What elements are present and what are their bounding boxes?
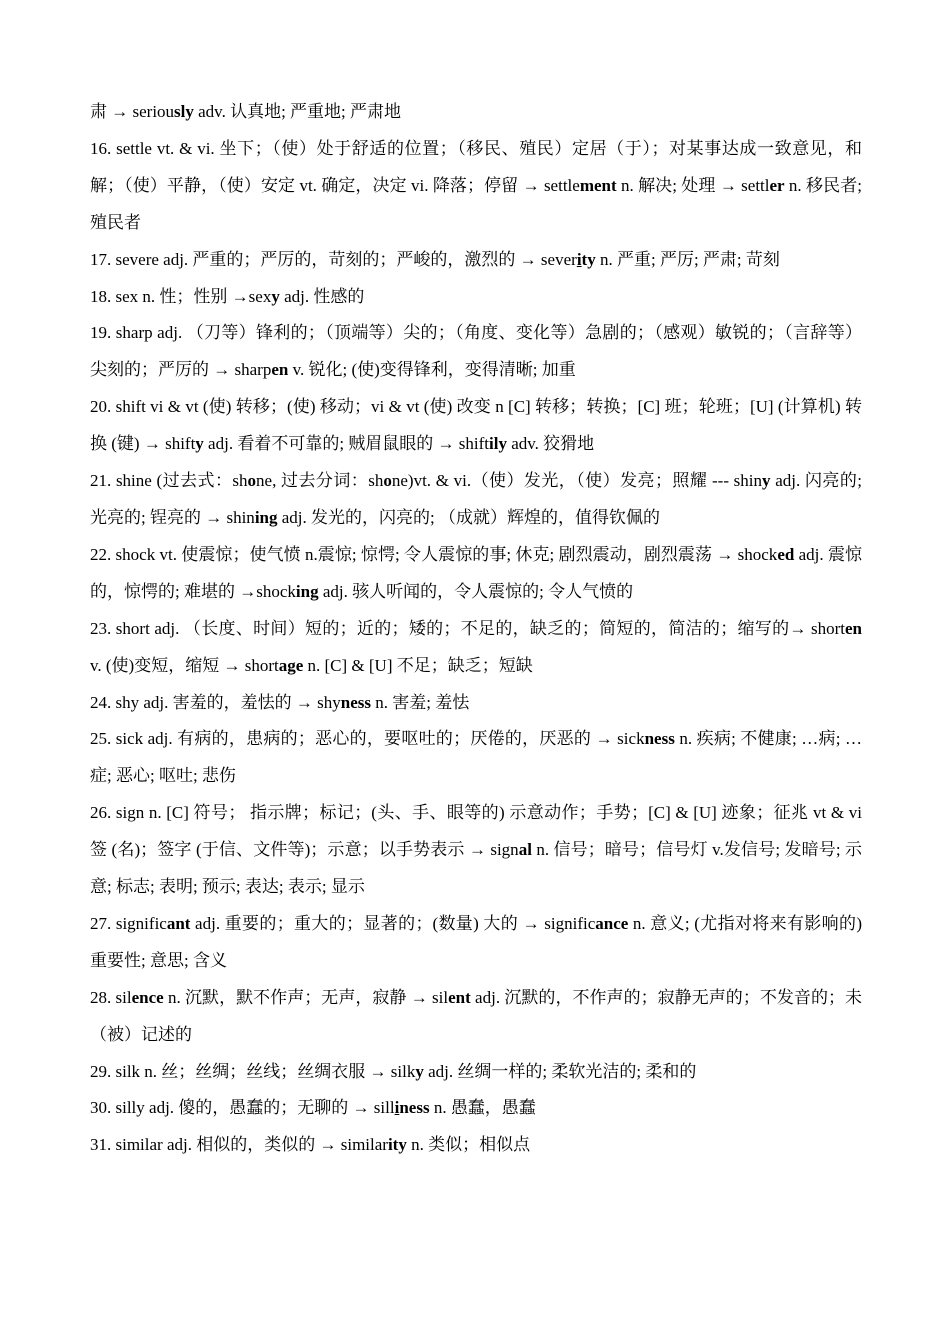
entry-text: adj. 闪亮的; 光亮的; 锃亮的 → shin (90, 471, 862, 527)
entry-text: 28. sil (90, 987, 132, 1007)
entry-text: n. 解决; 处理 → settl (616, 175, 770, 195)
entry-text: adj. 性感的 (279, 286, 365, 306)
vocab-entry-silly (90, 1090, 862, 1127)
vocab-entry-sign (90, 795, 862, 906)
bold-suffix: ent (448, 987, 471, 1007)
vocab-entry-sex (90, 279, 862, 316)
entry-text: n. 愚蠢，愚蠢 (429, 1098, 536, 1118)
entry-text: adj. 发光的，闪亮的; （成就）辉煌的，值得钦佩的 (277, 507, 660, 527)
vocab-entry-similar (90, 1127, 862, 1164)
bold-suffix: al (518, 840, 532, 860)
entry-text: 肃 → seriou (90, 102, 175, 121)
entry-text: n. 严重; 严厉; 严肃; 苛刻 (595, 249, 780, 269)
entry-text: 18. sex n. 性；性别 →sex (90, 286, 272, 306)
vocab-entry-serious (90, 94, 862, 131)
vocab-entry-shock (90, 537, 862, 611)
bold-suffix: ing (254, 507, 278, 527)
entry-text: adj. 骇人听闻的，令人震惊的; 令人气愤的 (318, 581, 634, 601)
bold-suffix: ily (489, 434, 507, 454)
bold-suffix: ance (595, 913, 629, 933)
entry-text: n. 疾病; 不健康; …病; …症; 恶心; 呕吐; 悲伤 (90, 729, 862, 786)
entry-text: ne, 过去分词：sh (256, 471, 384, 491)
bold-suffix: y (762, 471, 771, 491)
underlined-letter: i (394, 1098, 400, 1118)
entry-text: 19. sharp adj. （刀等）锋利的；（顶端等）尖的；（角度、变化等）急剧的；（感观）敏锐的；（言辞等）尖刻的；严厉的 → sharp (90, 323, 862, 380)
entry-text: v. (使)变短，缩短 → short (90, 655, 279, 675)
entry-text: ne)vt. & vi.（使）发光，（使）发亮；照耀 --- shin (391, 471, 763, 491)
entry-text: 29. silk n. 丝；丝绸；丝线；丝绸衣服 → silk (90, 1061, 416, 1081)
entry-text: 21. shine (过去式：sh (90, 471, 248, 491)
entry-text: 17. severe adj. 严重的；严厉的，苛刻的；严峻的，激烈的 → sever (90, 249, 577, 269)
bold-suffix: age (278, 655, 304, 675)
entry-text: n. 信号；暗号；信号灯 v.发信号; 发暗号; 示意; 标志; 表明; 预示; 表达; 表示; 显示 (90, 840, 863, 897)
entry-text: adv. 狡猾地 (506, 434, 595, 454)
vocab-entry-significant (90, 906, 862, 980)
entry-text: 27. signific (90, 913, 167, 933)
entry-text: n. [C] & [U] 不足；缺乏；短缺 (303, 655, 533, 675)
entry-text: adj. 重要的；重大的；显著的；(数量) 大的 → signific (190, 913, 596, 933)
vocab-entry-settle (90, 131, 862, 242)
vocab-entry-shy (90, 685, 862, 722)
bold-suffix: ment (579, 175, 617, 195)
entry-text: 20. shift vi & vt (使) 转移；(使) 移动；vi & vt (使) 改变 n [C] 转移；转换；[C] 班；轮班；[U] (计算机) 转换 (键) → shift (90, 397, 862, 454)
vocab-entry-sick (90, 721, 862, 795)
entry-text: n. 意义; (尤指对将来有影响的)重要性; 意思; 含义 (90, 913, 863, 970)
bold-suffix: er (769, 175, 785, 195)
entry-text: n. 沉默，默不作声；无声，寂静 → sil (163, 987, 449, 1007)
entry-text: adj. 丝绸一样的; 柔软光洁的; 柔和的 (423, 1061, 697, 1081)
bold-suffix: ed (777, 544, 795, 564)
entry-text: n. 移民者; 殖民者 (90, 175, 862, 232)
entry-text: 16. settle vt. & vi. 坐下；（使）处于舒适的位置；（移民、殖民）定居（于）；对某事达成一致意见，和解；（使）平静，（使）安定 vt. 确定，决定 vi. 降落；停留 → settle (90, 138, 862, 195)
entry-text: n. 类似；相似点 (406, 1135, 531, 1155)
entry-text: n. 害羞; 羞怯 (370, 692, 470, 712)
vocab-entry-shine (90, 463, 862, 537)
entry-text: 26. sign n. [C] 符号； 指示牌；标记；(头、手、眼等的) 示意动作；手势；[C] & [U] 迹象；征兆 vt & vi 签 (名)；签字 (于信、文件等)；示意；以手势表示 → sign (90, 803, 862, 860)
document-page (90, 94, 862, 1164)
entry-text: 22. shock vt. 使震惊；使气愤 n.震惊; 惊愕; 令人震惊的事; 休克; 剧烈震动，剧烈震荡 → shock (90, 544, 778, 564)
entry-text: adj. 看着不可靠的; 贼眉鼠眼的 → shift (203, 434, 490, 454)
bold-suffix: o (383, 471, 392, 491)
vocab-entry-sharp (90, 315, 862, 389)
bold-suffix: en (271, 360, 289, 380)
vocab-entry-silk (90, 1054, 862, 1091)
vocab-entry-short (90, 611, 862, 685)
bold-suffix: ant (166, 913, 191, 933)
entry-text: adj. 震惊的，惊愕的; 难堪的 →shock (90, 544, 862, 601)
bold-suffix: y (195, 434, 204, 454)
entry-text: adj. 沉默的，不作声的；寂静无声的；不发音的；未（被）记述的 (90, 987, 863, 1044)
underlined-letter: i (576, 249, 582, 269)
bold-suffix: ness (340, 692, 371, 712)
vocab-entry-severe (90, 242, 862, 279)
entry-text: 31. similar adj. 相似的，类似的 → similar (90, 1135, 388, 1155)
entry-text: 23. short adj. （长度、时间）短的；近的；矮的；不足的，缺乏的；简短的，简洁的；缩写的→ short (90, 618, 845, 638)
vocab-entry-shift (90, 389, 862, 463)
entry-text: 30. silly adj. 傻的，愚蠢的；无聊的 → sill (90, 1098, 395, 1118)
bold-suffix: en (845, 618, 862, 638)
bold-suffix: o (247, 471, 257, 491)
bold-suffix: ness (644, 729, 675, 749)
bold-suffix: sly (174, 102, 194, 121)
bold-suffix: y (415, 1061, 424, 1081)
entry-text: v. 锐化; (使)变得锋利，变得清晰; 加重 (288, 360, 576, 380)
entry-text: adv. 认真地; 严重地; 严肃地 (193, 102, 402, 121)
bold-suffix: ty (581, 249, 596, 269)
vocab-entry-silence (90, 980, 862, 1054)
bold-suffix: ity (387, 1135, 407, 1155)
bold-suffix: y (271, 286, 280, 306)
bold-suffix: ence (131, 987, 164, 1007)
entry-text: 25. sick adj. 有病的，患病的；恶心的，要呕吐的；厌倦的，厌恶的 → sick (90, 729, 645, 749)
entry-text: 24. shy adj. 害羞的，羞怯的 → shy (90, 692, 341, 712)
bold-suffix: ing (295, 581, 319, 601)
bold-suffix: ness (399, 1098, 430, 1118)
